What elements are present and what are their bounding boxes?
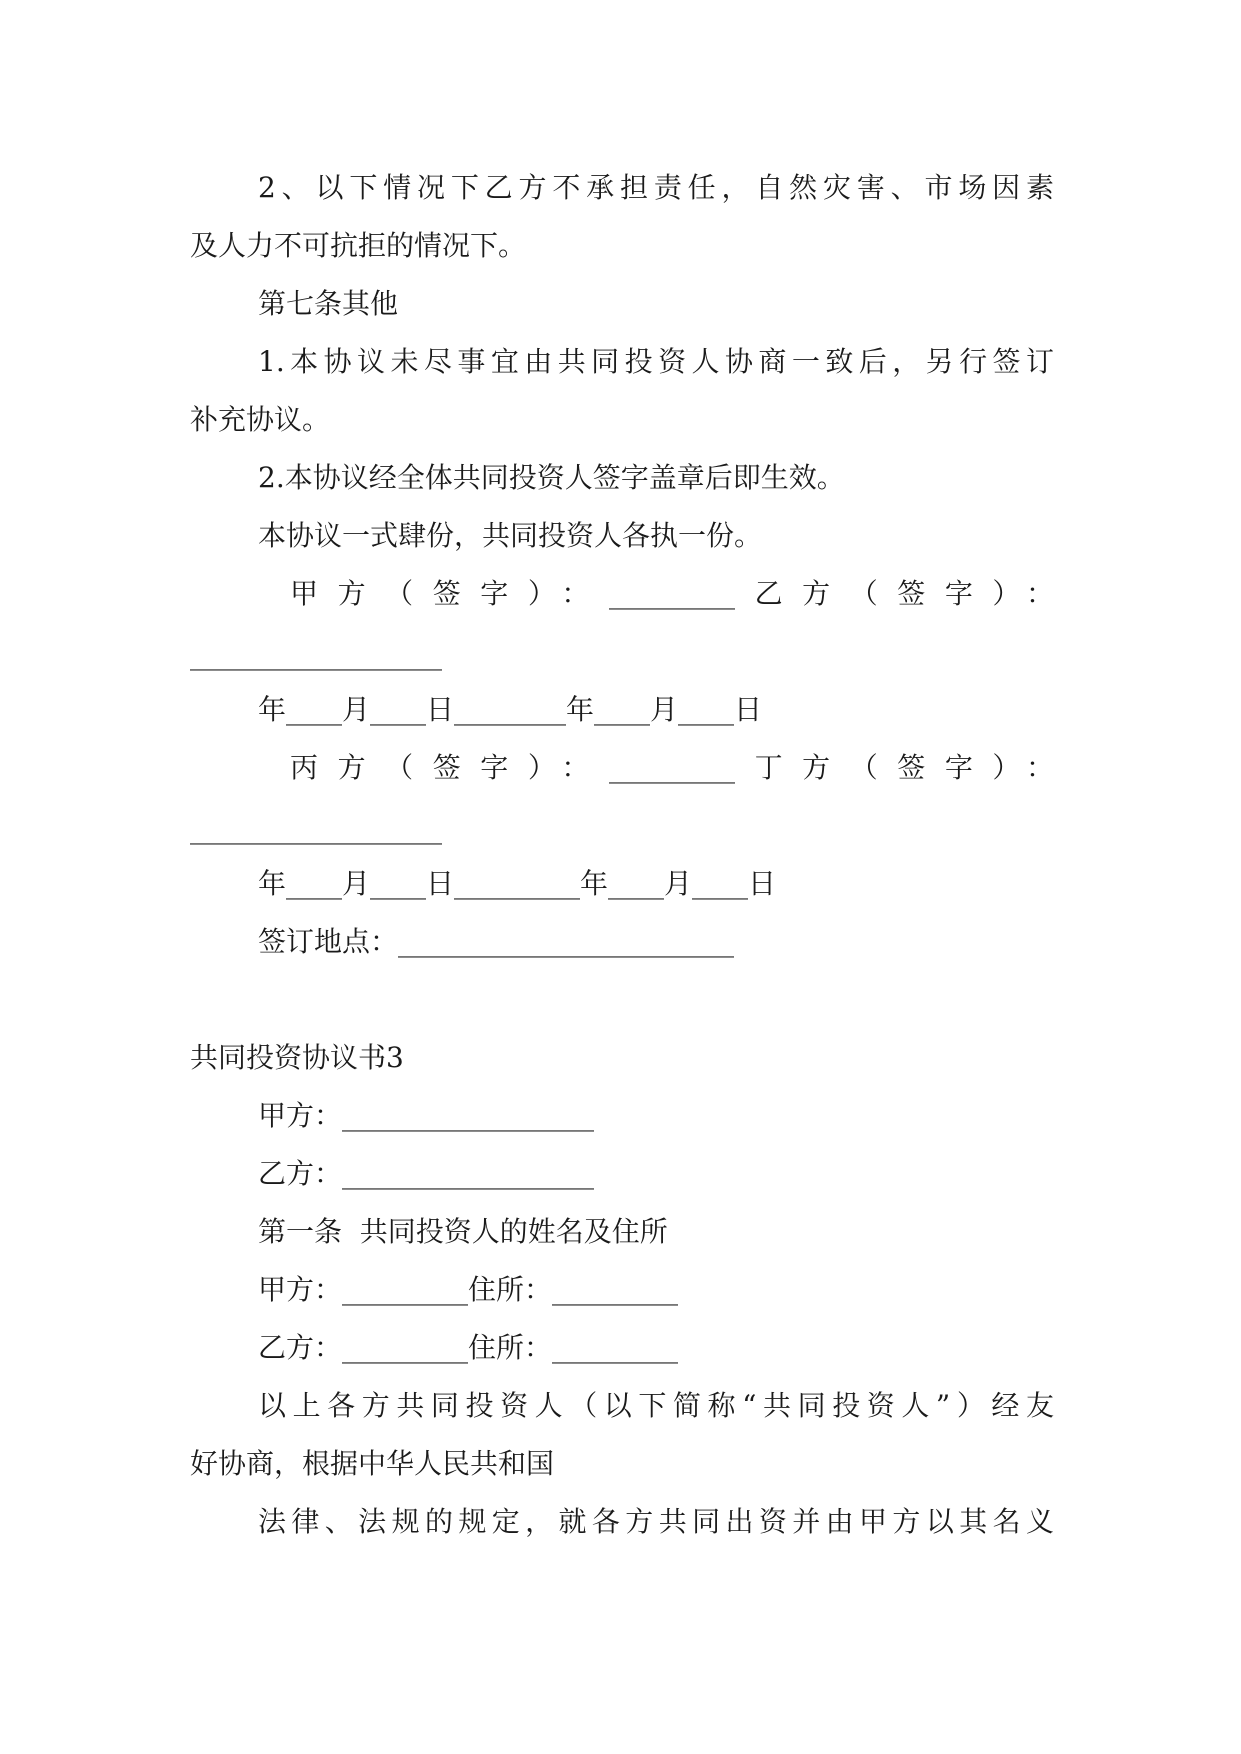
- date-line-2: 年____月____日_________年____月____日: [258, 867, 777, 900]
- party-yi-line: 乙方：__________________: [258, 1157, 595, 1190]
- party-jia-address-line: 甲方：_________住所：_________: [258, 1273, 679, 1306]
- date-line-1: 年____月____日________年____月____日: [258, 693, 763, 726]
- text-line-22: 好协商，根据中华人民共和国: [190, 1447, 555, 1480]
- text-line-6: 2.本协议经全体共同投资人签字盖章后即生效。: [258, 461, 845, 494]
- signature-blank-1: __________________: [190, 638, 442, 671]
- text-line-21: 以上各方共同投资人（以下简称“共同投资人”）经友: [258, 1389, 1054, 1422]
- text-line-7: 本协议一式肆份，共同投资人各执一份。: [258, 519, 763, 552]
- section-heading-article-1: 第一条 共同投资人的姓名及住所: [258, 1215, 668, 1248]
- signature-blank-2: __________________: [190, 812, 442, 845]
- signature-line-bing-ding: 丙方（签字）：_________丁方（签字）：: [290, 751, 1054, 784]
- party-jia-line: 甲方：__________________: [258, 1099, 595, 1132]
- text-line-2: 及人力不可抗拒的情况下。: [190, 229, 527, 262]
- text-line-4: 1.本协议未尽事宜由共同投资人协商一致后，另行签订: [258, 345, 1054, 378]
- text-line-1: 2、以下情况下乙方不承担责任，自然灾害、市场因素: [258, 171, 1054, 204]
- signature-line-jia-yi: 甲方（签字）：_________乙方（签字）：: [290, 577, 1054, 610]
- section-heading-article-7: 第七条其他: [258, 287, 399, 320]
- document-title: 共同投资协议书3: [190, 1041, 404, 1074]
- signing-location-line: 签订地点：________________________: [258, 925, 735, 958]
- party-yi-address-line: 乙方：_________住所：_________: [258, 1331, 679, 1364]
- text-line-5: 补充协议。: [190, 403, 331, 436]
- text-line-23: 法律、法规的规定，就各方共同出资并由甲方以其名义: [258, 1505, 1054, 1538]
